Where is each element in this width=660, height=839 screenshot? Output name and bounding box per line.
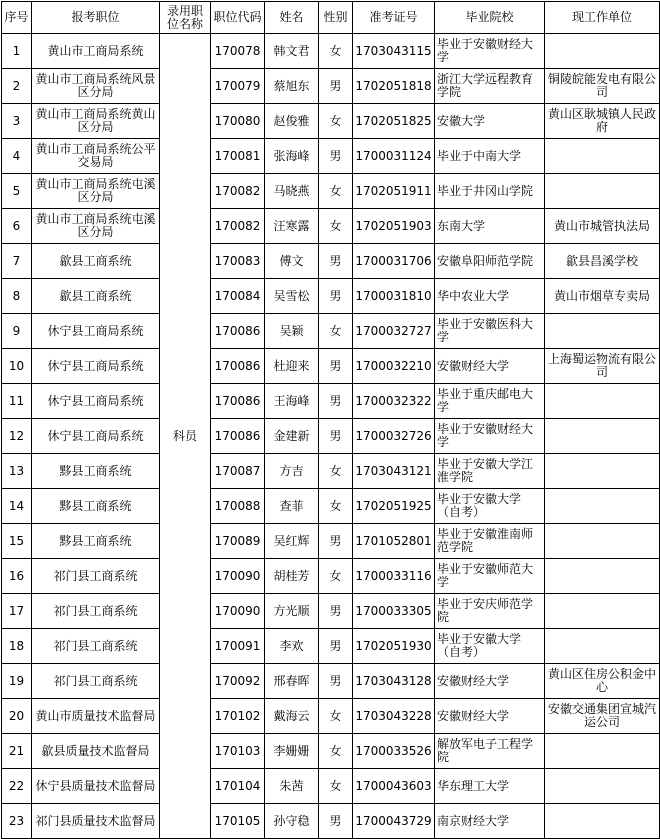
cell-employer: 铜陵皖能发电有限公司: [545, 69, 660, 104]
cell-ticket: 1703043115: [353, 34, 435, 69]
table-row: [2, 664, 660, 699]
cell-employer: [545, 419, 660, 454]
cell-ticket: 1700033526: [353, 734, 435, 769]
cell-position: 黄山市工商局系统屯溪区分局: [32, 174, 160, 209]
cell-code: 170086: [211, 384, 265, 419]
cell-gender: 男: [319, 524, 353, 559]
cell-ticket: 1702051825: [353, 104, 435, 139]
cell-name: 傅文: [265, 244, 319, 279]
cell-seq: 16: [2, 559, 32, 594]
cell-employer: 黄山市烟草专卖局: [545, 279, 660, 314]
cell-gender: 女: [319, 699, 353, 734]
cell-seq: 9: [2, 314, 32, 349]
table-row: [2, 454, 660, 489]
cell-employer: [545, 314, 660, 349]
table-row: [2, 139, 660, 174]
table-row: [2, 804, 660, 839]
cell-code: 170083: [211, 244, 265, 279]
cell-ticket: 1700043729: [353, 804, 435, 839]
header-ticket: 准考证号: [353, 2, 435, 34]
cell-employer: [545, 629, 660, 664]
cell-school: 毕业于安徽大学（自考）: [435, 489, 545, 524]
cell-employer: [545, 489, 660, 524]
header-position: 报考职位: [32, 2, 160, 34]
cell-ticket: 1700031706: [353, 244, 435, 279]
cell-name: 蔡旭东: [265, 69, 319, 104]
cell-gender: 女: [319, 734, 353, 769]
cell-position: 休宁县工商局系统: [32, 419, 160, 454]
cell-name: 赵俊雅: [265, 104, 319, 139]
cell-seq: 13: [2, 454, 32, 489]
cell-school: 华东理工大学: [435, 769, 545, 804]
table-body: [2, 34, 660, 839]
cell-school: 安徽财经大学: [435, 349, 545, 384]
cell-position: 歙县质量技术监督局: [32, 734, 160, 769]
cell-name: 张海峰: [265, 139, 319, 174]
cell-employer: 歙县昌溪学校: [545, 244, 660, 279]
cell-employer: [545, 454, 660, 489]
cell-seq: 18: [2, 629, 32, 664]
cell-gender: 男: [319, 349, 353, 384]
cell-code: 170103: [211, 734, 265, 769]
cell-code: 170079: [211, 69, 265, 104]
cell-employer: 安徽交通集团宣城汽运公司: [545, 699, 660, 734]
cell-name: 杜迎来: [265, 349, 319, 384]
cell-position: 歙县工商系统: [32, 244, 160, 279]
cell-name: 吴雪松: [265, 279, 319, 314]
cell-school: 安徽财经大学: [435, 699, 545, 734]
cell-position: 黟县工商系统: [32, 489, 160, 524]
cell-school: 毕业于安徽财经大学: [435, 419, 545, 454]
cell-code: 170102: [211, 699, 265, 734]
table-row: [2, 104, 660, 139]
cell-gender: 男: [319, 244, 353, 279]
cell-position: 休宁县质量技术监督局: [32, 769, 160, 804]
table-row: [2, 594, 660, 629]
cell-seq: 2: [2, 69, 32, 104]
cell-ticket: 1700032322: [353, 384, 435, 419]
cell-employer: [545, 559, 660, 594]
cell-ticket: 1700031124: [353, 139, 435, 174]
cell-position: 歙县工商系统: [32, 279, 160, 314]
table-row: [2, 419, 660, 454]
cell-ticket: 1700032726: [353, 419, 435, 454]
cell-seq: 19: [2, 664, 32, 699]
cell-employer: 黄山区住房公积金中心: [545, 664, 660, 699]
cell-gender: 男: [319, 629, 353, 664]
cell-seq: 21: [2, 734, 32, 769]
cell-name: 马晓燕: [265, 174, 319, 209]
cell-employer: [545, 804, 660, 839]
header-school: 毕业院校: [435, 2, 545, 34]
table-row: [2, 769, 660, 804]
cell-seq: 3: [2, 104, 32, 139]
cell-code: 170086: [211, 349, 265, 384]
header-position-code: 职位代码: [211, 2, 265, 34]
cell-code: 170084: [211, 279, 265, 314]
cell-gender: 女: [319, 209, 353, 244]
cell-ticket: 1701052801: [353, 524, 435, 559]
cell-ticket: 1700033305: [353, 594, 435, 629]
cell-code: 170104: [211, 769, 265, 804]
cell-gender: 男: [319, 384, 353, 419]
table-row: [2, 69, 660, 104]
cell-name: 金建新: [265, 419, 319, 454]
cell-ticket: 1700032210: [353, 349, 435, 384]
cell-code: 170089: [211, 524, 265, 559]
cell-code: 170086: [211, 419, 265, 454]
cell-position: 黟县工商系统: [32, 454, 160, 489]
cell-gender: 男: [319, 139, 353, 174]
cell-gender: 男: [319, 804, 353, 839]
header-seq: 序号: [2, 2, 32, 34]
cell-code: 170090: [211, 559, 265, 594]
cell-employer: [545, 769, 660, 804]
cell-gender: 男: [319, 69, 353, 104]
cell-employer: [545, 594, 660, 629]
cell-seq: 14: [2, 489, 32, 524]
cell-gender: 女: [319, 769, 353, 804]
table-row: [2, 174, 660, 209]
cell-employer: [545, 139, 660, 174]
cell-position: 祁门县工商系统: [32, 559, 160, 594]
cell-employer: [545, 34, 660, 69]
cell-gender: 女: [319, 489, 353, 524]
cell-code: 170086: [211, 314, 265, 349]
cell-position: 祁门县工商系统: [32, 594, 160, 629]
cell-school: 浙江大学远程教育学院: [435, 69, 545, 104]
cell-position: 祁门县工商系统: [32, 629, 160, 664]
cell-code: 170088: [211, 489, 265, 524]
cell-seq: 4: [2, 139, 32, 174]
header-name: 姓名: [265, 2, 319, 34]
cell-code: 170105: [211, 804, 265, 839]
cell-name: 查菲: [265, 489, 319, 524]
cell-school: 毕业于安庆师范学院: [435, 594, 545, 629]
cell-gender: 男: [319, 594, 353, 629]
cell-employer: 黄山市城管执法局: [545, 209, 660, 244]
cell-ticket: 1702051818: [353, 69, 435, 104]
cell-name: 胡桂芳: [265, 559, 319, 594]
cell-name: 吴颖: [265, 314, 319, 349]
cell-ticket: 1700031810: [353, 279, 435, 314]
cell-position: 黄山市工商局系统: [32, 34, 160, 69]
cell-ticket: 1703043128: [353, 664, 435, 699]
table-row: [2, 209, 660, 244]
cell-seq: 11: [2, 384, 32, 419]
cell-gender: 女: [319, 104, 353, 139]
cell-name: 李姗姗: [265, 734, 319, 769]
cell-school: 解放军电子工程学院: [435, 734, 545, 769]
cell-name: 吴红辉: [265, 524, 319, 559]
cell-name: 方光顺: [265, 594, 319, 629]
table-row: [2, 349, 660, 384]
table-row: [2, 279, 660, 314]
cell-ticket: 1702051903: [353, 209, 435, 244]
cell-name: 方吉: [265, 454, 319, 489]
cell-position: 黄山市工商局系统风景区分局: [32, 69, 160, 104]
cell-seq: 22: [2, 769, 32, 804]
cell-position: 黄山市工商局系统黄山区分局: [32, 104, 160, 139]
table-row: [2, 699, 660, 734]
cell-school: 毕业于安徽医科大学: [435, 314, 545, 349]
cell-school: 安徽财经大学: [435, 664, 545, 699]
admission-table: [1, 1, 660, 839]
cell-code: 170091: [211, 629, 265, 664]
cell-school: 毕业于安徽大学江淮学院: [435, 454, 545, 489]
table-header-row: [2, 2, 660, 34]
header-gender: 性别: [319, 2, 353, 34]
cell-position: 黄山市质量技术监督局: [32, 699, 160, 734]
table-row: [2, 524, 660, 559]
cell-school: 毕业于安徽淮南师范学院: [435, 524, 545, 559]
cell-name: 邢春晖: [265, 664, 319, 699]
cell-position: 休宁县工商局系统: [32, 384, 160, 419]
cell-ticket: 1702051925: [353, 489, 435, 524]
cell-employer: [545, 384, 660, 419]
cell-school: 毕业于安徽大学（自考）: [435, 629, 545, 664]
cell-ticket: 1702051930: [353, 629, 435, 664]
cell-name: 韩文君: [265, 34, 319, 69]
cell-employer: 黄山区耿城镇人民政府: [545, 104, 660, 139]
header-employer: 现工作单位: [545, 2, 660, 34]
cell-code: 170092: [211, 664, 265, 699]
cell-school: 毕业于中南大学: [435, 139, 545, 174]
cell-position: 休宁县工商局系统: [32, 349, 160, 384]
table-row: [2, 384, 660, 419]
cell-ticket: 1700032727: [353, 314, 435, 349]
cell-ticket: 1702051911: [353, 174, 435, 209]
cell-seq: 8: [2, 279, 32, 314]
cell-gender: 男: [319, 419, 353, 454]
cell-seq: 6: [2, 209, 32, 244]
cell-seq: 20: [2, 699, 32, 734]
cell-school: 毕业于安徽师范大学: [435, 559, 545, 594]
cell-school: 安徽大学: [435, 104, 545, 139]
cell-gender: 女: [319, 314, 353, 349]
cell-ticket: 1703043121: [353, 454, 435, 489]
cell-name: 戴海云: [265, 699, 319, 734]
table-row: [2, 734, 660, 769]
cell-seq: 7: [2, 244, 32, 279]
cell-employer: 上海蜀运物流有限公司: [545, 349, 660, 384]
table-row: [2, 559, 660, 594]
cell-gender: 男: [319, 279, 353, 314]
table-row: [2, 34, 660, 69]
cell-code: 170082: [211, 174, 265, 209]
cell-name: 朱茜: [265, 769, 319, 804]
table-row: [2, 244, 660, 279]
cell-school: 东南大学: [435, 209, 545, 244]
cell-code: 170080: [211, 104, 265, 139]
cell-gender: 女: [319, 174, 353, 209]
cell-position: 祁门县质量技术监督局: [32, 804, 160, 839]
cell-gender: 女: [319, 559, 353, 594]
cell-school: 华中农业大学: [435, 279, 545, 314]
cell-name: 汪寒露: [265, 209, 319, 244]
cell-seq: 12: [2, 419, 32, 454]
cell-school: 毕业于井冈山学院: [435, 174, 545, 209]
cell-position: 黄山市工商局系统屯溪区分局: [32, 209, 160, 244]
cell-seq: 23: [2, 804, 32, 839]
cell-code: 170081: [211, 139, 265, 174]
cell-seq: 1: [2, 34, 32, 69]
cell-ticket: 1703043228: [353, 699, 435, 734]
cell-position: 休宁县工商局系统: [32, 314, 160, 349]
cell-employer: [545, 174, 660, 209]
cell-seq: 15: [2, 524, 32, 559]
cell-ticket: 1700043603: [353, 769, 435, 804]
cell-employer: [545, 734, 660, 769]
cell-school: 安徽阜阳师范学院: [435, 244, 545, 279]
cell-code: 170082: [211, 209, 265, 244]
cell-code: 170078: [211, 34, 265, 69]
table-row: [2, 629, 660, 664]
cell-name: 孙守稳: [265, 804, 319, 839]
cell-gender: 女: [319, 454, 353, 489]
cell-position: 黄山市工商局系统公平交易局: [32, 139, 160, 174]
cell-position-name: 科员: [160, 34, 211, 839]
cell-code: 170087: [211, 454, 265, 489]
cell-name: 王海峰: [265, 384, 319, 419]
header-position-name: 录用职位名称: [160, 2, 211, 34]
cell-school: 毕业于重庆邮电大学: [435, 384, 545, 419]
cell-gender: 男: [319, 664, 353, 699]
table-row: [2, 314, 660, 349]
cell-seq: 10: [2, 349, 32, 384]
cell-code: 170090: [211, 594, 265, 629]
cell-school: 南京财经大学: [435, 804, 545, 839]
cell-position: 祁门县工商系统: [32, 664, 160, 699]
cell-ticket: 1700033116: [353, 559, 435, 594]
cell-position: 黟县工商系统: [32, 524, 160, 559]
table-row: [2, 489, 660, 524]
cell-employer: [545, 524, 660, 559]
cell-school: 毕业于安徽财经大学: [435, 34, 545, 69]
cell-seq: 17: [2, 594, 32, 629]
cell-seq: 5: [2, 174, 32, 209]
cell-name: 李欢: [265, 629, 319, 664]
cell-gender: 女: [319, 34, 353, 69]
